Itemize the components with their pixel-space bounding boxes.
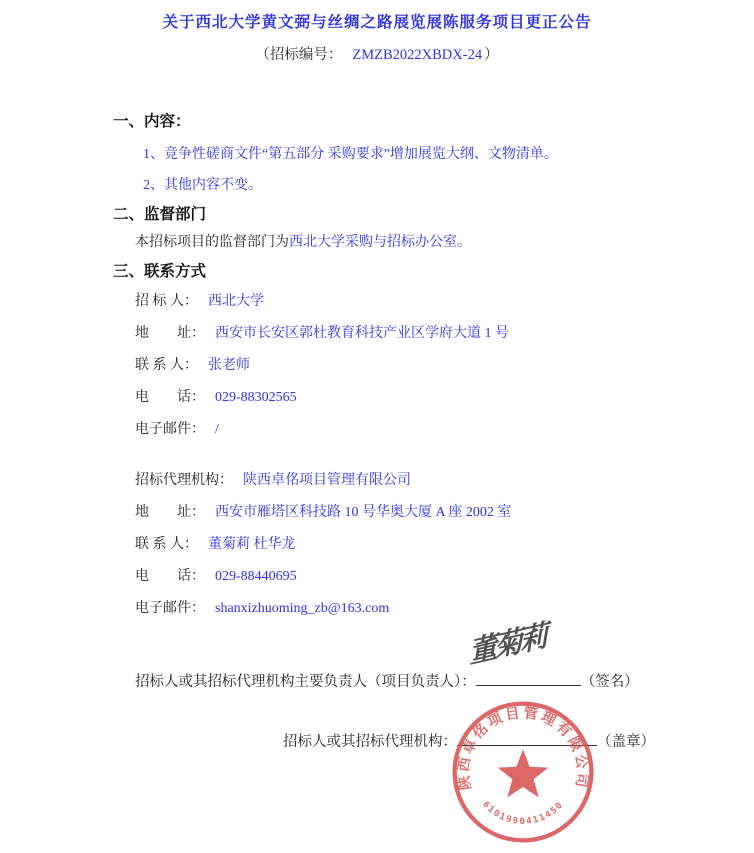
principal-label: 招标人或其招标代理机构主要负责人（项目负责人）：: [135, 674, 476, 690]
contact-label: 电 话：: [135, 569, 205, 584]
contact-label: 电 话：: [135, 390, 205, 405]
contact-row-agency: [135, 471, 754, 491]
supervision-text: [135, 233, 754, 253]
contact-value: 029-88440695: [215, 569, 297, 584]
contact-value: 董菊莉 杜华龙: [208, 537, 296, 552]
seal-number-text: 6101990411450: [480, 799, 566, 828]
tender-ref: [0, 45, 754, 65]
contact-row-owner-address: [135, 324, 754, 344]
seal-company-text: 陕西卓佲项目管理有限公司: [455, 705, 591, 792]
contact-label: 联 系 人：: [135, 358, 198, 373]
contact-value: /: [215, 422, 219, 437]
section-heading-supervision: 二、监督部门: [113, 206, 207, 223]
svg-text:6101990411450: [480, 800, 566, 827]
org-suffix: （盖章）: [597, 734, 655, 750]
contact-row-agency-email: [135, 599, 754, 619]
agency-contact-block: [0, 471, 754, 619]
contact-row-owner-person: [135, 356, 754, 376]
contact-value: 029-88302565: [215, 390, 297, 405]
tender-ref-label: （招标编号：: [255, 47, 343, 63]
content-item-2: 2、其他内容不变。: [143, 178, 262, 193]
contact-label: 地 址：: [135, 326, 205, 341]
contact-value: 西安市雁塔区科技路 10 号华奥大厦 A 座 2002 室: [215, 505, 512, 520]
principal-suffix: （签名）: [580, 674, 639, 690]
handwritten-signature: 董菊莉: [468, 620, 547, 670]
org-label: 招标人或其招标代理机构：: [283, 734, 457, 750]
signature-line: [476, 671, 581, 686]
owner-contact-block: [0, 292, 754, 440]
contact-value: 西安市长安区郭杜教育科技产业区学府大道 1 号: [215, 326, 509, 341]
contact-value: 张老师: [208, 358, 250, 373]
company-seal-svg: [447, 696, 599, 848]
contact-row-owner-email: [135, 420, 754, 440]
principal-signature-row: [135, 671, 639, 692]
content-item-1: 1、竞争性磋商文件“第五部分 采购要求”增加展览大纲、文物清单。: [143, 147, 558, 162]
supervision-text-plain: 本招标项目的监督部门为: [135, 235, 289, 250]
contact-row-tenderer: [135, 292, 754, 312]
star-icon: [498, 749, 549, 797]
company-seal: [447, 696, 599, 848]
contact-label: 招标代理机构：: [135, 473, 233, 488]
tender-ref-code: ZMZB2022XBDX-24: [352, 47, 483, 63]
tender-ref-close: ）: [484, 47, 499, 63]
org-seal-row: [283, 731, 655, 752]
contact-row-agency-address: [135, 503, 754, 523]
contact-value: 陕西卓佲项目管理有限公司: [243, 473, 411, 488]
page-title: 关于西北大学黄文弼与丝绸之路展览展陈服务项目更正公告: [162, 14, 592, 31]
contact-row-owner-phone: [135, 388, 754, 408]
contact-label: 电子邮件：: [135, 422, 205, 437]
contact-label: 联 系 人：: [135, 537, 198, 552]
supervision-text-highlight: 西北大学采购与招标办公室。: [289, 235, 471, 250]
contact-row-agency-phone: [135, 567, 754, 587]
seal-line: [457, 731, 597, 746]
contact-label: 地 址：: [135, 505, 205, 520]
contact-row-agency-person: [135, 535, 754, 555]
contact-label: 招 标 人：: [135, 294, 198, 309]
section-heading-contact: 三、联系方式: [113, 263, 207, 280]
contact-label: 电子邮件：: [135, 601, 205, 616]
contact-value: 西北大学: [208, 294, 264, 309]
seal-ring: [455, 704, 592, 841]
contact-value: shanxizhuoming_zb@163.com: [215, 601, 390, 616]
section-heading-content: 一、内容：: [113, 113, 191, 130]
